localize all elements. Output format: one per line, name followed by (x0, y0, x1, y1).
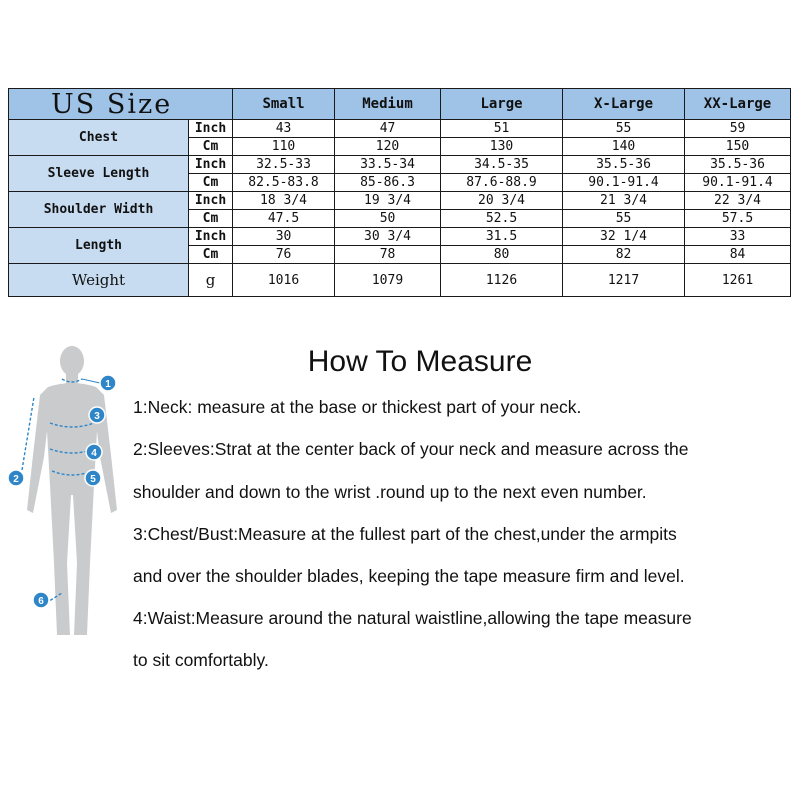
value-cell: 90.1-91.4 (563, 174, 685, 192)
length-label: Length (9, 228, 189, 264)
value-cell: 20 3/4 (441, 192, 563, 210)
sleeve-length-label: Sleeve Length (9, 156, 189, 192)
guide-line-sleeves: 2:Sleeves:Strat at the center back of your neck and measure across the (133, 439, 689, 459)
value-cell: 87.6-88.9 (441, 174, 563, 192)
unit-cell: Inch (189, 156, 233, 174)
value-cell: 33.5-34 (335, 156, 441, 174)
value-cell: 140 (563, 138, 685, 156)
guide-line-neck: 1:Neck: measure at the base or thickest part of your neck. (133, 397, 582, 417)
value-cell: 84 (685, 246, 791, 264)
value-cell: 35.5-36 (563, 156, 685, 174)
table-header-row (9, 89, 791, 120)
value-cell: 55 (563, 210, 685, 228)
value-cell: 30 (233, 228, 335, 246)
unit-cell: Inch (189, 192, 233, 210)
table-row (9, 228, 791, 246)
size-chart-table (8, 88, 791, 297)
value-cell: 32 1/4 (563, 228, 685, 246)
value-cell: 110 (233, 138, 335, 156)
body-figure (0, 335, 130, 645)
value-cell: 43 (233, 120, 335, 138)
unit-cell: Inch (189, 228, 233, 246)
weight-value: 1126 (441, 264, 563, 297)
value-cell: 22 3/4 (685, 192, 791, 210)
guide-line-chest: 3:Chest/Bust:Measure at the fullest part of the chest,under the armpits (133, 524, 677, 544)
value-cell: 34.5-35 (441, 156, 563, 174)
value-cell: 130 (441, 138, 563, 156)
size-header-xx-large: XX-Large (685, 89, 791, 120)
value-cell: 19 3/4 (335, 192, 441, 210)
marker-4-label: 4 (91, 448, 97, 459)
value-cell: 85-86.3 (335, 174, 441, 192)
unit-cell: Cm (189, 210, 233, 228)
size-header-small: Small (233, 89, 335, 120)
guide-line-sleeves-cont: shoulder and down to the wrist .round up to the next even number. (133, 482, 647, 502)
value-cell: 18 3/4 (233, 192, 335, 210)
weight-value: 1261 (685, 264, 791, 297)
value-cell: 52.5 (441, 210, 563, 228)
weight-unit: g (189, 264, 233, 297)
value-cell: 21 3/4 (563, 192, 685, 210)
value-cell: 55 (563, 120, 685, 138)
weight-row (9, 264, 791, 297)
weight-value: 1217 (563, 264, 685, 297)
marker-3-label: 3 (94, 411, 100, 422)
value-cell: 50 (335, 210, 441, 228)
marker-2-label: 2 (13, 474, 19, 485)
value-cell: 31.5 (441, 228, 563, 246)
unit-cell: Inch (189, 120, 233, 138)
marker-6-label: 6 (38, 596, 44, 607)
value-cell: 51 (441, 120, 563, 138)
unit-cell: Cm (189, 174, 233, 192)
marker-5-label: 5 (90, 474, 96, 485)
value-cell: 30 3/4 (335, 228, 441, 246)
table-row (9, 192, 791, 210)
shoulder-width-label: Shoulder Width (9, 192, 189, 228)
value-cell: 32.5-33 (233, 156, 335, 174)
value-cell: 57.5 (685, 210, 791, 228)
size-header-x-large: X-Large (563, 89, 685, 120)
size-header-medium: Medium (335, 89, 441, 120)
weight-label: Weight (9, 264, 189, 297)
value-cell: 90.1-91.4 (685, 174, 791, 192)
marker-1-label: 1 (105, 379, 111, 390)
guide-line-chest-cont: and over the shoulder blades, keeping the tape measure firm and level. (133, 566, 685, 586)
guide-line-waist-cont: to sit comfortably. (133, 650, 269, 670)
unit-cell: Cm (189, 246, 233, 264)
guide-line-waist: 4:Waist:Measure around the natural waistline,allowing the tape measure (133, 608, 692, 628)
value-cell: 59 (685, 120, 791, 138)
how-to-measure-title: How To Measure (307, 345, 533, 378)
value-cell: 33 (685, 228, 791, 246)
size-header-large: Large (441, 89, 563, 120)
chest-label: Chest (9, 120, 189, 156)
value-cell: 120 (335, 138, 441, 156)
value-cell: 78 (335, 246, 441, 264)
table-row (9, 156, 791, 174)
weight-value: 1016 (233, 264, 335, 297)
value-cell: 35.5-36 (685, 156, 791, 174)
value-cell: 82 (563, 246, 685, 264)
value-cell: 80 (441, 246, 563, 264)
value-cell: 47 (335, 120, 441, 138)
unit-cell: Cm (189, 138, 233, 156)
value-cell: 150 (685, 138, 791, 156)
value-cell: 47.5 (233, 210, 335, 228)
table-row (9, 120, 791, 138)
value-cell: 82.5-83.8 (233, 174, 335, 192)
table-title: US Size (9, 89, 233, 120)
value-cell: 76 (233, 246, 335, 264)
weight-value: 1079 (335, 264, 441, 297)
